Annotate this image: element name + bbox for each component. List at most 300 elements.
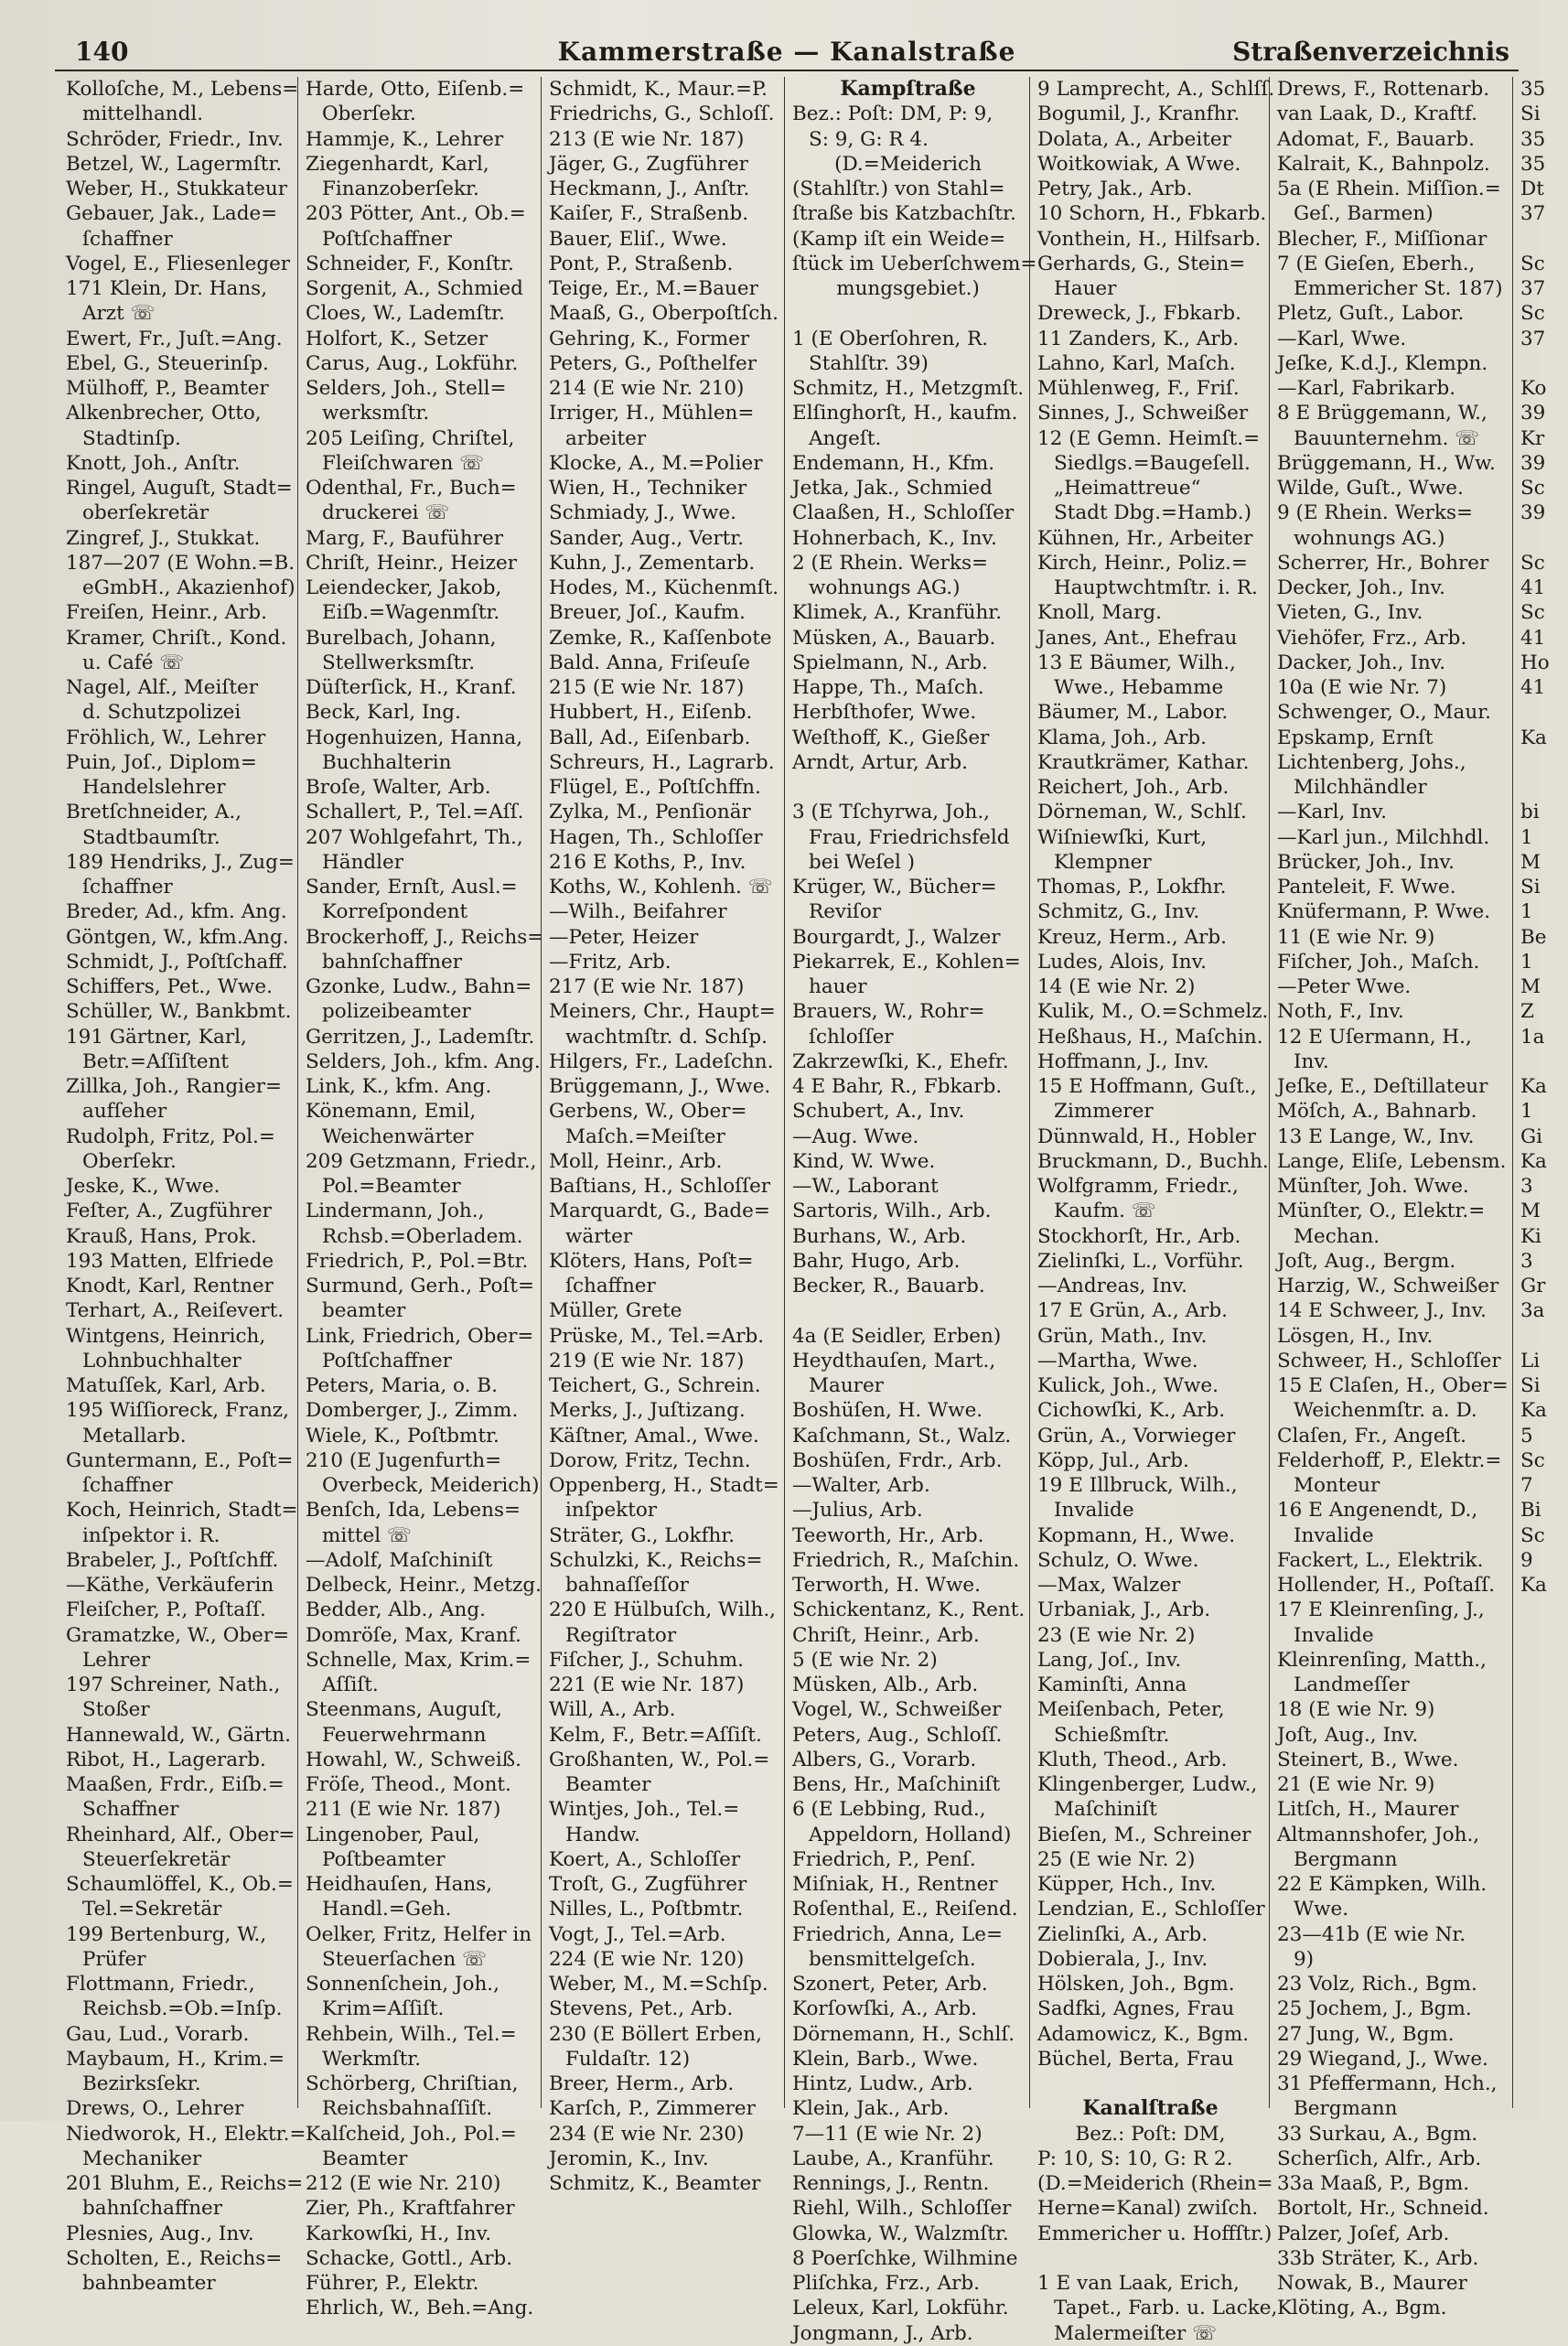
directory-entry: Oberſekr. — [322, 102, 416, 126]
directory-entry: Dolata, A., Arbeiter — [1037, 127, 1231, 151]
directory-entry: Lingenober, Paul, — [306, 1823, 480, 1846]
directory-entry: Wolfgramm, Friedr., — [1037, 1175, 1239, 1198]
street-heading: Kanalſtraße — [1082, 2096, 1219, 2121]
directory-entry: Janes, Ant., Ehefrau — [1037, 626, 1238, 650]
directory-entry: Düſterſick, H., Kranf. — [306, 676, 517, 699]
directory-entry: Schmitz, G., Inv. — [1037, 900, 1200, 924]
directory-entry: 224 (E wie Nr. 120) — [549, 1947, 745, 1971]
directory-entry: wachtmſtr. d. Schſp. — [565, 1025, 768, 1049]
directory-entry: Handw. — [565, 1823, 640, 1846]
directory-entry: Schneider, F., Konſtr. — [306, 252, 514, 275]
directory-entry: Kühnen, Hr., Arbeiter — [1037, 526, 1253, 550]
directory-entry: 7 (E Gieſen, Eberh., — [1277, 252, 1476, 275]
directory-entry: Terhart, A., Reiſevert. — [66, 1299, 285, 1323]
directory-entry: —Fritz, Arb. — [549, 950, 671, 974]
directory-entry: Klocke, A., M.=Polier — [549, 451, 763, 475]
directory-entry: 22 E Kämpken, Wilh. — [1277, 1873, 1487, 1896]
directory-entry: 171 Klein, Dr. Hans, — [66, 277, 268, 300]
directory-entry: Selders, Joh., Stell= — [306, 377, 507, 400]
directory-entry: Sadfki, Agnes, Frau — [1037, 1997, 1235, 2021]
directory-entry: Plesnies, Aug., Inv. — [66, 2222, 254, 2245]
directory-entry: Merks, J., Juſtizang. — [549, 1399, 746, 1423]
directory-entry: Hohnerbach, K., Inv. — [792, 526, 997, 550]
directory-entry: Hubbert, H., Eiſenb. — [549, 701, 753, 725]
directory-entry: Klama, Joh., Arb. — [1037, 726, 1207, 749]
directory-entry: ſchaffner — [82, 227, 173, 251]
directory-entry: Fröſe, Theod., Mont. — [306, 1773, 511, 1796]
directory-entry: Vogel, W., Schweißer — [792, 1698, 1002, 1722]
directory-entry: Roſenthal, E., Reiſend. — [792, 1898, 1018, 1921]
directory-entry: Kulick, Joh., Wwe. — [1037, 1374, 1219, 1397]
directory-entry: Lang, Joſ., Inv. — [1037, 1648, 1182, 1672]
directory-entry: Kluth, Theod., Arb. — [1037, 1748, 1228, 1771]
directory-entry: 4a (E Seidler, Erben) — [792, 1324, 1002, 1348]
directory-entry: Klöters, Hans, Poſt= — [549, 1249, 754, 1273]
directory-entry: Dt — [1520, 178, 1544, 200]
directory-entry: aufſeher — [82, 1100, 167, 1124]
directory-entry: Sc — [1520, 601, 1545, 625]
directory-entry: Peters, Maria, o. B. — [306, 1374, 498, 1397]
directory-entry: u. Café ☏ — [82, 651, 185, 674]
directory-entry: Petry, Jak., Arb. — [1037, 178, 1193, 200]
directory-entry: Breder, Ad., kfm. Ang. — [66, 900, 287, 924]
directory-entry: 195 Wiſſioreck, Franz, — [66, 1399, 289, 1423]
directory-entry: Fiſcher, J., Schuhm. — [549, 1648, 744, 1672]
directory-entry: 4 E Bahr, R., Fbkarb. — [792, 1075, 1003, 1098]
directory-entry: (Stahlſtr.) von Stahl= — [792, 178, 1005, 200]
directory-entry: Wiele, K., Poſtbmtr. — [306, 1424, 499, 1447]
directory-entry: 39 — [1520, 501, 1546, 525]
directory-entry: Adamowicz, K., Bgm. — [1037, 2022, 1250, 2046]
directory-entry: Kelm, F., Betr.=Aſſiſt. — [549, 1723, 762, 1747]
directory-entry: Marg, F., Bauführer — [306, 526, 504, 550]
directory-entry: Oppenberg, H., Stadt= — [549, 1474, 779, 1497]
directory-entry: Gr — [1520, 1275, 1546, 1297]
directory-entry: Burhans, W., Arb. — [792, 1224, 967, 1248]
directory-entry: —Max, Walzer — [1037, 1574, 1181, 1597]
directory-entry: Metallarb. — [82, 1424, 187, 1447]
directory-entry: Maybaum, H., Krim.= — [66, 2047, 285, 2071]
directory-entry — [792, 1298, 1024, 1323]
directory-entry: Bäumer, M., Labor. — [1037, 701, 1229, 725]
directory-entry: Reichert, Joh., Arb. — [1037, 776, 1230, 799]
directory-entry: Gebauer, Jak., Lade= — [66, 202, 278, 226]
directory-entry: Terworth, H. Wwe. — [792, 1574, 981, 1597]
directory-entry: Ebel, G., Steuerinſp. — [66, 351, 269, 375]
directory-entry: 1 E van Laak, Erich, — [1037, 2272, 1240, 2295]
directory-entry: Albers, G., Vorarb. — [792, 1748, 977, 1771]
directory-entry: 33 Surkau, A., Bgm. — [1277, 2122, 1478, 2146]
directory-entry: Overbeck, Meiderich) — [322, 1474, 540, 1497]
directory-entry: Weber, H., Stukkateur — [66, 178, 287, 200]
directory-entry: Ribot, H., Lagerarb. — [66, 1748, 266, 1771]
directory-entry: 11 (E wie Nr. 9) — [1277, 925, 1435, 949]
directory-entry — [1520, 526, 1563, 551]
directory-entry: M — [1520, 850, 1541, 874]
directory-entry: Weber, M., M.=Schſp. — [549, 1973, 768, 1996]
directory-entry: Lohnbuchhalter — [82, 1349, 242, 1372]
directory-entry: Kulik, M., O.=Schmelz. — [1037, 1000, 1269, 1024]
directory-entry: oberſekretär — [82, 501, 209, 525]
directory-entry: Siedlgs.=Baugeſell. — [1054, 451, 1251, 475]
directory-entry: Geſ., Barmen) — [1294, 202, 1434, 226]
directory-entry: Poſtbeamter — [322, 1847, 446, 1871]
directory-entry: Klein, Jak., Arb. — [792, 2097, 950, 2121]
directory-entry: Odenthal, Fr., Buch= — [306, 477, 517, 500]
directory-entry: Frau, Friedrichsfeld — [809, 825, 1010, 849]
page-title: Kammerstraße — Kanalstraße — [557, 37, 1016, 67]
directory-entry: Koert, A., Schloſſer — [549, 1847, 741, 1871]
directory-entry: 8 E Brüggemann, W., — [1277, 402, 1487, 425]
directory-entry: Fröhlich, W., Lehrer — [66, 726, 266, 749]
directory-entry — [792, 301, 1024, 326]
directory-entry: 1 — [1520, 1100, 1533, 1124]
directory-entry: Bez.: Poſt: DM, — [1075, 2122, 1226, 2146]
directory-entry: Spielmann, N., Arb. — [792, 651, 988, 674]
directory-entry: 230 (E Böllert Erben, — [549, 2022, 762, 2046]
directory-entry: Ziegenhardt, Karl, — [306, 152, 489, 176]
column-2 — [298, 77, 544, 2320]
directory-entry: Schweer, H., Schloſſer — [1277, 1349, 1501, 1372]
directory-entry: Bretſchneider, A., — [66, 801, 242, 824]
directory-entry: Klöting, A., Bgm. — [1277, 2297, 1447, 2320]
directory-entry: Sc — [1520, 252, 1545, 275]
directory-entry: 23 (E wie Nr. 2) — [1037, 1623, 1196, 1647]
directory-entry: Hauptwchtmſtr. i. R. — [1054, 576, 1258, 599]
directory-entry: Knoll, Marg. — [1037, 601, 1162, 625]
directory-entry: Schörberg, Chriſtian, — [306, 2072, 519, 2095]
directory-entry: Köpp, Jul., Arb. — [1037, 1448, 1189, 1472]
directory-entry: Mülhoff, P., Beamter — [66, 377, 269, 400]
directory-entry: Pletz, Guſt., Labor. — [1277, 302, 1465, 326]
directory-entry: —Aug. Wwe. — [792, 1125, 919, 1148]
directory-entry: bahnſchaffner — [82, 2197, 223, 2221]
directory-entry: Rchsb.=Oberladem. — [322, 1224, 523, 1248]
directory-entry: Dreweck, J., Fbkarb. — [1037, 302, 1241, 326]
directory-entry: Brabeler, J., Poſtſchff. — [66, 1548, 279, 1572]
directory-entry: Schmidt, J., Poſtſchaff. — [66, 950, 288, 974]
directory-entry: Schacke, Gottl., Arb. — [306, 2246, 513, 2270]
directory-entry: Sc — [1520, 477, 1545, 500]
directory-entry: Schallert, P., Tel.=Aſſ. — [306, 801, 524, 824]
directory-entry: —Karl, Fabrikarb. — [1277, 377, 1456, 400]
directory-entry: 17 E Grün, A., Arb. — [1037, 1299, 1228, 1323]
directory-entry: Schüller, W., Bankbmt. — [66, 1000, 292, 1024]
directory-entry: Sc — [1520, 302, 1545, 326]
directory-entry: Gi — [1520, 1125, 1543, 1148]
directory-entry: Friedrich, P., Penſ. — [792, 1847, 976, 1871]
directory-entry: Betr.=Aſſiſtent — [82, 1049, 230, 1073]
directory-entry: 212 (E wie Nr. 210) — [306, 2172, 501, 2195]
directory-entry: 15 E Claſen, H., Ober= — [1277, 1374, 1509, 1397]
directory-entry: Karkowſki, H., Inv. — [306, 2222, 492, 2245]
directory-entry: Gehring, K., Former — [549, 327, 750, 350]
directory-entry: 3 — [1520, 1175, 1533, 1198]
directory-entry: 8 Poerſchke, Wilhmine — [792, 2246, 1018, 2270]
directory-entry: Ewert, Fr., Juſt.=Ang. — [66, 327, 283, 350]
directory-entry: Stadt Dbg.=Hamb.) — [1054, 501, 1251, 525]
directory-entry: Prüske, M., Tel.=Arb. — [549, 1324, 765, 1348]
directory-entry: Kaiſer, F., Straßenb. — [549, 202, 749, 226]
directory-entry: Schwenger, O., Maur. — [1277, 701, 1491, 725]
directory-entry: Knodt, Karl, Rentner — [66, 1275, 274, 1297]
directory-entry: werksmſtr. — [322, 402, 430, 425]
directory-entry: 215 (E wie Nr. 187) — [549, 676, 745, 699]
directory-entry: 29 Wiegand, J., Wwe. — [1277, 2047, 1488, 2071]
directory-entry: Großhanten, W., Pol.= — [549, 1748, 770, 1771]
directory-entry: Hollender, H., Poſtaſſ. — [1277, 1574, 1496, 1597]
directory-entry: Sorgenit, A., Schmied — [306, 277, 523, 300]
directory-entry: Kalrait, K., Bahnpolz. — [1277, 152, 1490, 176]
directory-entry: 1a — [1520, 1025, 1545, 1049]
directory-entry: Jäger, G., Zugführer — [549, 152, 748, 176]
directory-entry: Teige, Er., M.=Bauer — [549, 277, 758, 300]
directory-entry: Ko — [1520, 377, 1547, 400]
directory-entry: Altmannshofer, Joh., — [1277, 1823, 1480, 1846]
directory-entry: 27 Jung, W., Bgm. — [1277, 2022, 1455, 2046]
directory-entry: 16 E Angenendt, D., — [1277, 1499, 1478, 1523]
directory-entry: Feſter, A., Zugführer — [66, 1200, 272, 1223]
directory-entry: Boshüſen, H. Wwe. — [792, 1399, 983, 1423]
directory-entry: Führer, P., Elektr. — [306, 2272, 479, 2295]
directory-entry: 2 (E Rhein. Werks= — [792, 551, 989, 575]
directory-entry: bi — [1520, 801, 1540, 824]
directory-entry: Benſch, Ida, Lebens= — [306, 1499, 521, 1523]
directory-entry: —Peter Wwe. — [1277, 975, 1412, 998]
directory-entry: Heidhauſen, Hans, — [306, 1873, 493, 1896]
directory-entry: 191 Gärtner, Karl, — [66, 1025, 247, 1049]
directory-entry: 35 — [1520, 78, 1546, 101]
directory-entry: Noth, F., Inv. — [1277, 1000, 1404, 1024]
directory-entry: Gramatzke, W., Ober= — [66, 1623, 290, 1647]
directory-entry: Schnelle, Max, Krim.= — [306, 1648, 532, 1672]
directory-entry: Brauers, W., Rohr= — [792, 1000, 985, 1024]
directory-entry: Domröſe, Max, Kranf. — [306, 1623, 521, 1647]
directory-entry: Weichenmſtr. a. D. — [1294, 1399, 1477, 1423]
directory-entry: Irriger, H., Mühlen= — [549, 402, 755, 425]
directory-entry: inſpektor — [565, 1499, 658, 1523]
directory-entry: Kaſchmann, St., Walz. — [792, 1424, 1012, 1447]
directory-entry: Mechaniker — [82, 2147, 202, 2170]
directory-entry: mittelhandl. — [82, 102, 204, 126]
directory-entry: Heckmann, J., Anſtr. — [549, 178, 750, 200]
directory-entry: Si — [1520, 1374, 1541, 1397]
directory-entry: Fleiſcher, P., Poſtaſſ. — [66, 1598, 266, 1622]
directory-entry: Jeske, K., Wwe. — [66, 1175, 220, 1198]
directory-entry: Holfort, K., Setzer — [306, 327, 489, 350]
directory-entry: Becker, R., Bauarb. — [792, 1275, 985, 1297]
directory-entry: Müller, Grete — [549, 1299, 682, 1323]
directory-entry: 6 (E Lebbing, Rud., — [792, 1798, 986, 1822]
column-7-cropped — [1513, 77, 1568, 2108]
directory-entry: Pol.=Beamter — [322, 1175, 461, 1198]
directory-entry: Bald. Anna, Friſeuſe — [549, 651, 750, 674]
directory-entry: Drews, F., Rottenarb. — [1277, 78, 1490, 101]
directory-entry: —Walter, Arb. — [792, 1474, 930, 1497]
directory-entry: Rennings, J., Rentn. — [792, 2172, 990, 2195]
directory-entry: Bortolt, Hr., Schneid. — [1277, 2197, 1489, 2221]
directory-entry: Kleinrenſing, Matth., — [1277, 1648, 1487, 1672]
directory-entry: 37 — [1520, 327, 1546, 350]
directory-entry: Hagen, Th., Schloſſer — [549, 825, 763, 849]
directory-entry: Friedrich, R., Maſchin. — [792, 1548, 1020, 1572]
directory-entry: Nagel, Alf., Meiſter — [66, 676, 258, 699]
directory-entry: Zingref, J., Stukkat. — [66, 526, 261, 550]
directory-entry: Büchel, Berta, Frau — [1037, 2047, 1234, 2071]
directory-entry: Meiners, Chr., Haupt= — [549, 1000, 776, 1024]
directory-entry: inſpektor i. R. — [82, 1523, 220, 1547]
directory-entry: Woitkowiak, A Wwe. — [1037, 152, 1241, 176]
directory-entry: —Adolf, Maſchiniſt — [306, 1548, 493, 1572]
directory-entry: Freiſen, Heinr., Arb. — [66, 601, 268, 625]
directory-entry: Schmitz, K., Beamter — [549, 2172, 761, 2195]
directory-entry: Flottmann, Friedr., — [66, 1973, 255, 1996]
directory-entry: Hauer — [1054, 277, 1117, 300]
directory-entry: Vieten, G., Inv. — [1277, 601, 1423, 625]
directory-entry: Hannewald, W., Gärtn. — [66, 1723, 291, 1747]
directory-entry: Szonert, Peter, Arb. — [792, 1973, 988, 1996]
directory-entry: Schaffner — [82, 1798, 179, 1822]
directory-entry: Beamter — [565, 1773, 651, 1796]
directory-entry: Tel.=Sekretär — [82, 1898, 222, 1921]
directory-entry: 5a (E Rhein. Miſſion.= — [1277, 178, 1501, 200]
directory-entry: Aſſiſt. — [322, 1673, 379, 1696]
directory-entry: 1 — [1520, 900, 1533, 924]
directory-entry: Hammje, K., Lehrer — [306, 127, 504, 151]
directory-entry: Reichsb.=Ob.=Inſp. — [82, 1997, 283, 2021]
directory-entry: Beamter — [322, 2147, 408, 2170]
directory-entry: Knott, Joh., Anſtr. — [66, 451, 241, 475]
directory-entry: Weſthoff, K., Gießer — [792, 726, 990, 749]
section-title: Straßenverzeichnis — [1232, 37, 1509, 67]
directory-entry: Gzonke, Ludw., Bahn= — [306, 975, 532, 998]
directory-entry: 197 Schreiner, Nath., — [66, 1673, 281, 1696]
directory-entry: Carus, Aug., Lokführ. — [306, 351, 519, 375]
directory-entry: 25 Jochem, J., Bgm. — [1277, 1997, 1472, 2021]
directory-entry: Lindermann, Joh., — [306, 1200, 485, 1223]
directory-entry: Maſchiniſt — [1054, 1798, 1157, 1822]
directory-entry: Stadtbaumſtr. — [82, 825, 220, 849]
directory-entry: Hilgers, Fr., Ladeſchn. — [549, 1049, 774, 1073]
directory-entry: „Heimattreue“ — [1054, 477, 1201, 500]
directory-entry: Poſtſchaffner — [322, 1349, 452, 1372]
directory-entry: Bourgardt, J., Walzer — [792, 925, 1001, 949]
directory-entry: Wintjes, Joh., Tel.= — [549, 1798, 740, 1822]
directory-entry: P: 10, S: 10, G: R 2. — [1037, 2147, 1233, 2170]
directory-entry: Blecher, F., Miſſionar — [1277, 227, 1487, 251]
directory-entry: Handl.=Geh. — [322, 1898, 452, 1921]
directory-entry: Pliſchka, Frz., Arb. — [792, 2272, 981, 2295]
directory-entry: Kirch, Heinr., Poliz.= — [1037, 551, 1248, 575]
directory-entry: 3 — [1520, 1249, 1533, 1273]
directory-entry: Knüfermann, P. Wwe. — [1277, 900, 1491, 924]
directory-entry: Steinert, B., Wwe. — [1277, 1748, 1459, 1771]
directory-entry: —Martha, Wwe. — [1037, 1349, 1198, 1372]
directory-entry: Meiſenbach, Peter, — [1037, 1698, 1225, 1722]
directory-entry: Hoffmann, J., Inv. — [1037, 1049, 1209, 1073]
directory-entry: 9 (E Rhein. Werks= — [1277, 501, 1474, 525]
directory-entry: M — [1520, 975, 1541, 998]
directory-entry: bei Weſel ) — [809, 850, 916, 874]
directory-entry: Z — [1520, 1000, 1534, 1024]
directory-entry: Steuerſekretär — [82, 1847, 231, 1871]
directory-entry: Karſch, P., Zimmerer — [549, 2097, 756, 2121]
directory-entry: Ka — [1520, 1574, 1547, 1597]
directory-entry: 39 — [1520, 451, 1546, 475]
directory-entry: Steenmans, Auguſt, — [306, 1698, 502, 1722]
directory-entry: Käſtner, Amal., Wwe. — [549, 1424, 759, 1447]
directory-entry: Stadtinſp. — [82, 426, 181, 450]
page-number: 140 — [75, 37, 129, 67]
directory-entry: Sc — [1520, 1448, 1545, 1472]
directory-entry: 13 E Bäumer, Wilh., — [1037, 651, 1236, 674]
directory-entry: Finanzoberſekr. — [322, 178, 479, 200]
directory-entry: Hogenhuizen, Hanna, — [306, 726, 523, 749]
directory-entry: Werkmſtr. — [322, 2047, 422, 2071]
directory-entry — [1037, 2246, 1263, 2271]
directory-entry: Monteur — [1294, 1474, 1380, 1497]
directory-entry: Joſt, Aug., Bergm. — [1277, 1249, 1456, 1273]
directory-entry: ſchaffner — [82, 1474, 173, 1497]
directory-entry: Thomas, P., Lokfhr. — [1037, 876, 1227, 899]
directory-entry: Poſtſchaffner — [322, 227, 452, 251]
directory-entry: Scherrer, Hr., Bohrer — [1277, 551, 1489, 575]
directory-entry: mittel ☏ — [322, 1523, 412, 1547]
directory-entry: Schmiady, J., Wwe. — [549, 501, 736, 525]
directory-entry: Kalſcheid, Joh., Pol.= — [306, 2122, 517, 2146]
directory-entry: Angeſt. — [809, 426, 882, 450]
directory-entry: 5 (E wie Nr. 2) — [792, 1648, 938, 1672]
directory-entry: 9 Lamprecht, A., Schlſſ. — [1037, 78, 1275, 101]
directory-entry: 19 E Illbruck, Wilh., — [1037, 1474, 1238, 1497]
directory-entry: Claaßen, H., Schloſſer — [792, 501, 1015, 525]
directory-entry: Brücker, Joh., Inv. — [1277, 850, 1455, 874]
directory-entry: Gerhards, G., Stein= — [1037, 252, 1246, 275]
directory-entry: bensmittelgeſch. — [809, 1947, 976, 1971]
directory-entry: Riehl, Wilh., Schloſſer — [792, 2197, 1012, 2221]
directory-entry: Emmericher St. 187) — [1294, 277, 1503, 300]
directory-entry: Arzt ☏ — [82, 302, 156, 326]
directory-entry: Kramer, Chriſt., Kond. — [66, 626, 287, 650]
directory-entry: 41 — [1520, 626, 1546, 650]
directory-entry: 12 (E Gemn. Heimſt.= — [1037, 426, 1261, 450]
directory-entry: Gerritzen, J., Lademſtr. — [306, 1025, 535, 1049]
directory-entry: Bi — [1520, 1499, 1541, 1523]
directory-entry: Könemann, Emil, — [306, 1100, 477, 1124]
directory-entry: Friedrich, Anna, Le= — [792, 1922, 1003, 1946]
directory-entry: Bedder, Alb., Ang. — [306, 1598, 486, 1622]
directory-entry: Weichenwärter — [322, 1125, 474, 1148]
directory-entry: Müsken, A., Bauarb. — [792, 626, 996, 650]
directory-entry: wärter — [565, 1224, 633, 1248]
directory-entry: 14 E Schweer, J., Inv. — [1277, 1299, 1487, 1323]
directory-entry: 10 Schorn, H., Fbkarb. — [1037, 202, 1267, 226]
directory-entry: Brockerhoff, J., Reichs= — [306, 925, 544, 949]
column-6 — [1270, 77, 1513, 2320]
directory-entry: 187—207 (E Wohn.=B. — [66, 551, 295, 575]
directory-entry: Koths, W., Kohlenh. ☏ — [549, 876, 773, 899]
directory-entry: bahnſchaffner — [322, 950, 463, 974]
directory-entry: Schiffers, Pet., Wwe. — [66, 975, 273, 998]
directory-entry: 11 Zanders, K., Arb. — [1037, 327, 1240, 350]
directory-entry: 205 Leiſing, Chriſtel, — [306, 426, 515, 450]
directory-entry: Drews, O., Lehrer — [66, 2097, 244, 2121]
directory-entry: Appeldorn, Holland) — [809, 1823, 1012, 1846]
directory-entry: Zielinſki, A., Arb. — [1037, 1922, 1208, 1946]
directory-entry: 234 (E wie Nr. 230) — [549, 2122, 745, 2146]
directory-entry: Krautkrämer, Kathar. — [1037, 750, 1250, 774]
directory-entry: 5 — [1520, 1424, 1533, 1447]
